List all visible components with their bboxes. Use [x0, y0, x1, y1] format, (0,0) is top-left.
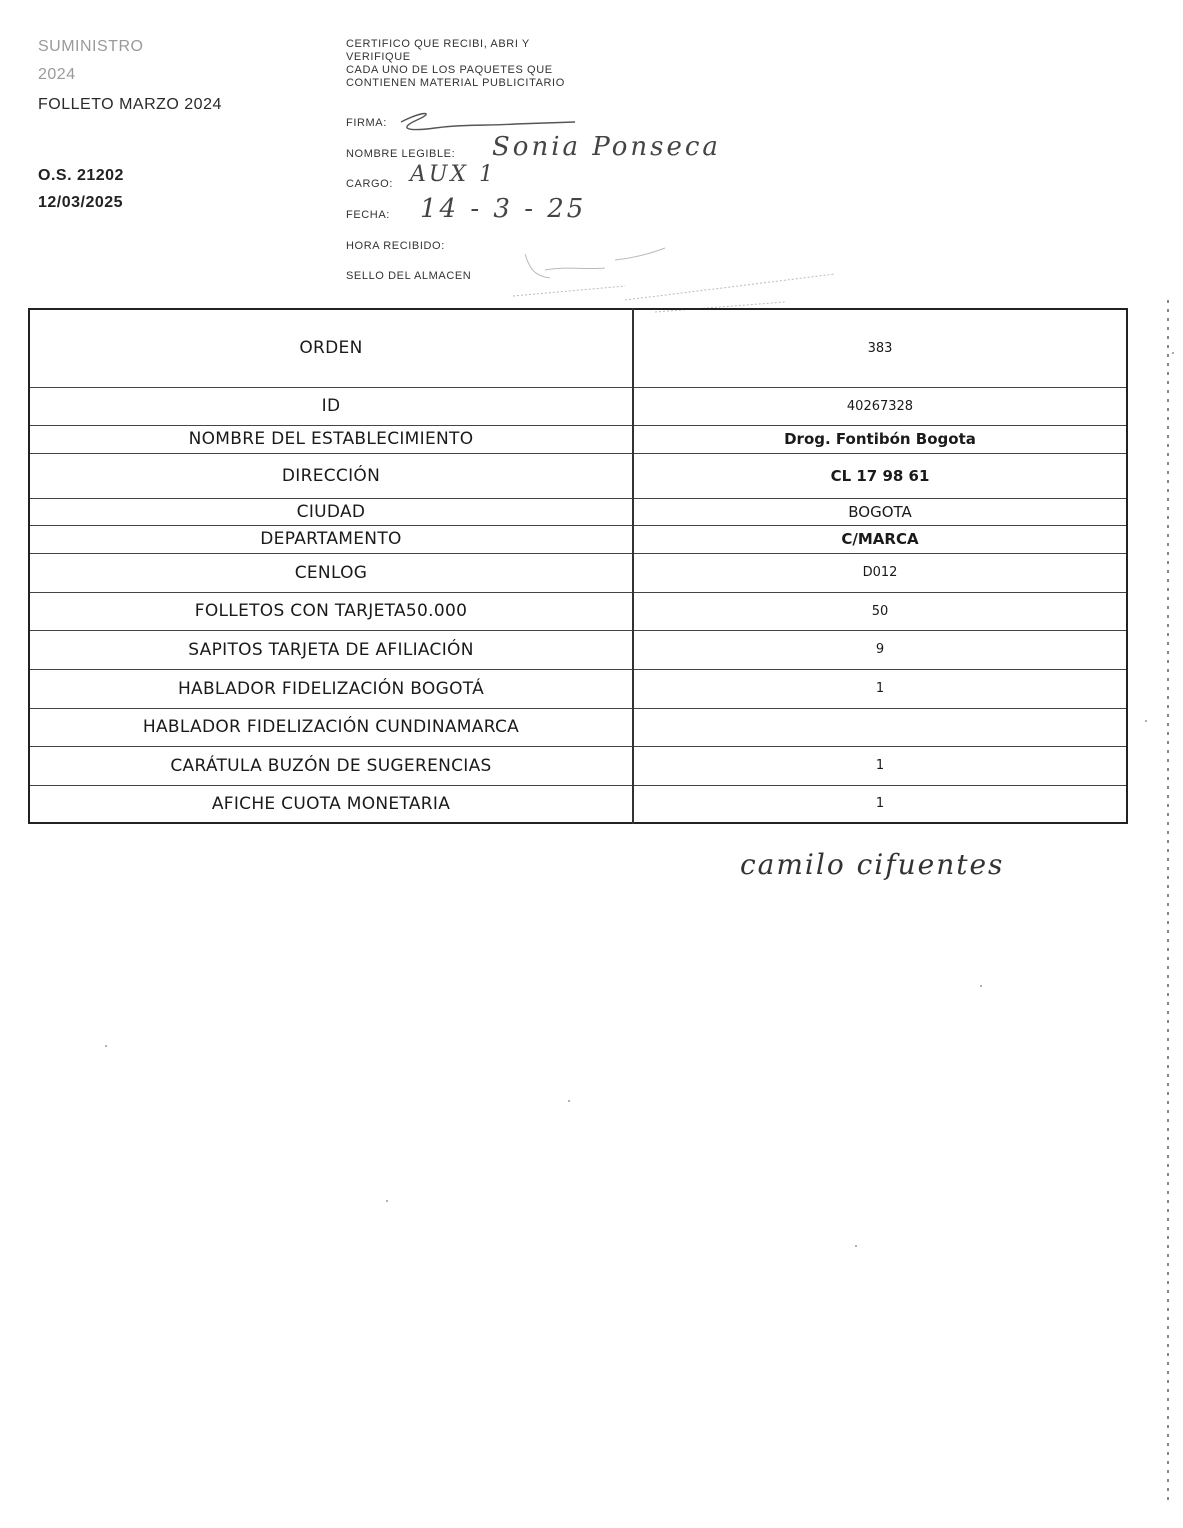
row-label-hablador-cundinamarca: HABLADOR FIDELIZACIÓN CUNDINAMARCA — [29, 708, 633, 746]
service-order-number: O.S. 21202 — [38, 167, 124, 184]
row-label-orden: ORDEN — [29, 309, 633, 387]
table-row — [29, 785, 1127, 823]
header-supply-label: SUMINISTRO — [38, 38, 144, 55]
row-value-ciudad: BOGOTA — [633, 498, 1127, 525]
row-value-hablador-bogota: 1 — [633, 669, 1127, 708]
row-label-sapitos: SAPITOS TARJETA DE AFILIACIÓN — [29, 630, 633, 669]
table-row — [29, 746, 1127, 785]
scan-speck — [568, 1100, 570, 1102]
row-value-folletos: 50 — [633, 592, 1127, 630]
table-row — [29, 553, 1127, 592]
row-label-folletos: FOLLETOS CON TARJETA50.000 — [29, 592, 633, 630]
row-label-cenlog: CENLOG — [29, 553, 633, 592]
firma-label: FIRMA: — [346, 117, 387, 129]
row-value-establecimiento: Drog. Fontibón Bogota — [633, 425, 1127, 453]
certification-line: VERIFIQUE — [346, 51, 411, 63]
certification-line: CERTIFICO QUE RECIBI, ABRI Y — [346, 38, 530, 50]
row-value-orden: 383 — [633, 309, 1127, 387]
row-value-cenlog: D012 — [633, 553, 1127, 592]
row-label-afiche: AFICHE CUOTA MONETARIA — [29, 785, 633, 823]
table-row — [29, 592, 1127, 630]
row-value-caratula: 1 — [633, 746, 1127, 785]
fecha-handwritten: 14 - 3 - 25 — [420, 194, 587, 224]
hora-label: HORA RECIBIDO: — [346, 240, 445, 252]
scan-edge-mark — [1167, 300, 1169, 1500]
row-label-id: ID — [29, 387, 633, 425]
row-value-sapitos: 9 — [633, 630, 1127, 669]
nombre-label: NOMBRE LEGIBLE: — [346, 148, 456, 160]
order-table — [28, 308, 1128, 824]
scan-speck — [105, 1045, 107, 1047]
row-value-departamento: C/MARCA — [633, 525, 1127, 553]
nombre-handwritten: Sonia Ponseca — [492, 132, 721, 162]
row-label-direccion: DIRECCIÓN — [29, 453, 633, 498]
scan-speck — [386, 1200, 388, 1202]
row-label-caratula: CARÁTULA BUZÓN DE SUGERENCIAS — [29, 746, 633, 785]
row-label-ciudad: CIUDAD — [29, 498, 633, 525]
certification-text — [346, 38, 565, 90]
handwritten-footer-name: camilo cifuentes — [740, 848, 1005, 881]
table-row — [29, 525, 1127, 553]
scan-speck — [855, 1245, 857, 1247]
row-label-hablador-bogota: HABLADOR FIDELIZACIÓN BOGOTÁ — [29, 669, 633, 708]
header-year-label: 2024 — [38, 66, 76, 83]
scan-speck — [1145, 720, 1147, 722]
table-row — [29, 309, 1127, 387]
campaign-title: FOLLETO MARZO 2024 — [38, 96, 222, 113]
service-order-date: 12/03/2025 — [38, 194, 124, 211]
row-value-direccion: CL 17 98 61 — [633, 453, 1127, 498]
row-value-hablador-cundinamarca — [633, 708, 1127, 746]
row-value-afiche: 1 — [633, 785, 1127, 823]
sello-label: SELLO DEL ALMACEN — [346, 270, 472, 282]
row-label-establecimiento: NOMBRE DEL ESTABLECIMIENTO — [29, 425, 633, 453]
table-row — [29, 498, 1127, 525]
table-row — [29, 387, 1127, 425]
certification-line: CADA UNO DE LOS PAQUETES QUE — [346, 64, 553, 76]
row-value-id: 40267328 — [633, 387, 1127, 425]
table-row — [29, 708, 1127, 746]
scan-speck — [1172, 352, 1174, 354]
cargo-handwritten: AUX 1 — [410, 162, 497, 187]
cargo-label: CARGO: — [346, 178, 393, 190]
table-row — [29, 630, 1127, 669]
certification-line: CONTIENEN MATERIAL PUBLICITARIO — [346, 77, 565, 89]
table-row — [29, 425, 1127, 453]
row-label-departamento: DEPARTAMENTO — [29, 525, 633, 553]
scan-speck — [980, 985, 982, 987]
fecha-label: FECHA: — [346, 209, 390, 221]
table-row — [29, 669, 1127, 708]
table-row — [29, 453, 1127, 498]
